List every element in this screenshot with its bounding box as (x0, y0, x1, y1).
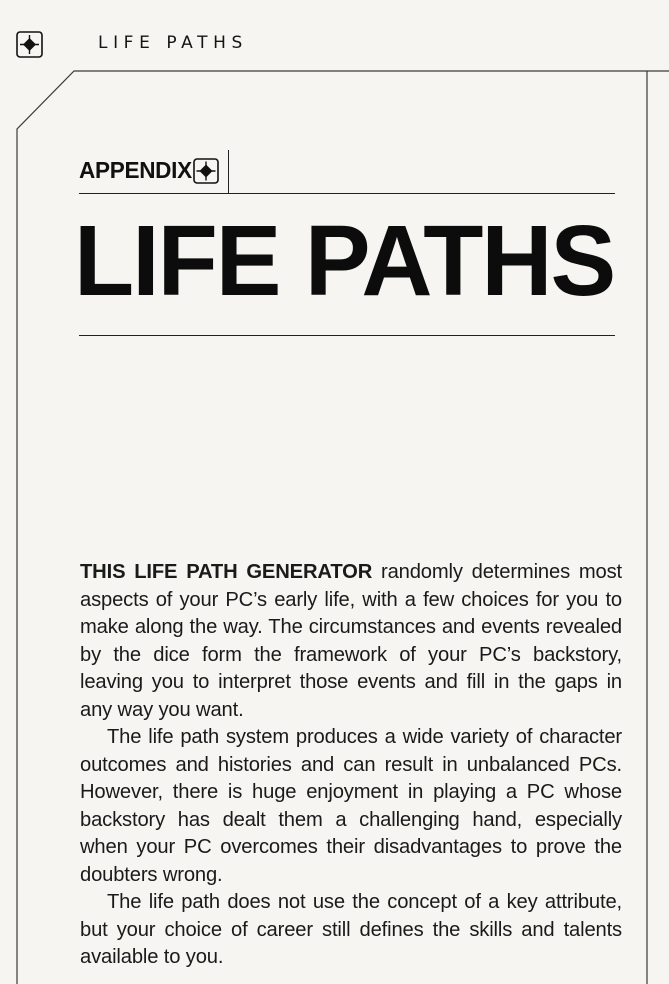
paragraph-2: The life path system produces a wide variety of character outcomes and histories and can result in unbalanced PCs. However, there is huge enjoyment in playing a PC whose backstory has dealt them a challenging hand, especially when your PC overcomes their disadvantages to prove the doubters wrong. (80, 726, 622, 886)
diamond-cross-icon (193, 158, 219, 184)
title-rule-top (79, 193, 615, 194)
appendix-divider (228, 150, 229, 194)
paragraph-1 (80, 559, 622, 724)
paragraph-3: The life path does not use the concept of a key attribute, but your choice of career still defines the skills and talents available to you. (80, 891, 622, 968)
header-title: LIFE PATHS (98, 33, 248, 53)
diamond-cross-icon (16, 31, 43, 58)
paragraph-1-text: randomly determines most aspects of your PC’s early life, with a few choices for you to make along the way. The circumstances and events revealed by the dice form the framework of your PC’s backstory, leaving you to interpret those events and fill in the gaps in any way you want. (80, 561, 622, 721)
body-text (80, 559, 622, 972)
paragraph-lead: THIS LIFE PATH GENERATOR (80, 561, 373, 583)
page-title: LIFE PATHS (74, 205, 615, 317)
title-rule-bottom (79, 335, 615, 336)
appendix-label: APPENDIX (79, 157, 192, 183)
